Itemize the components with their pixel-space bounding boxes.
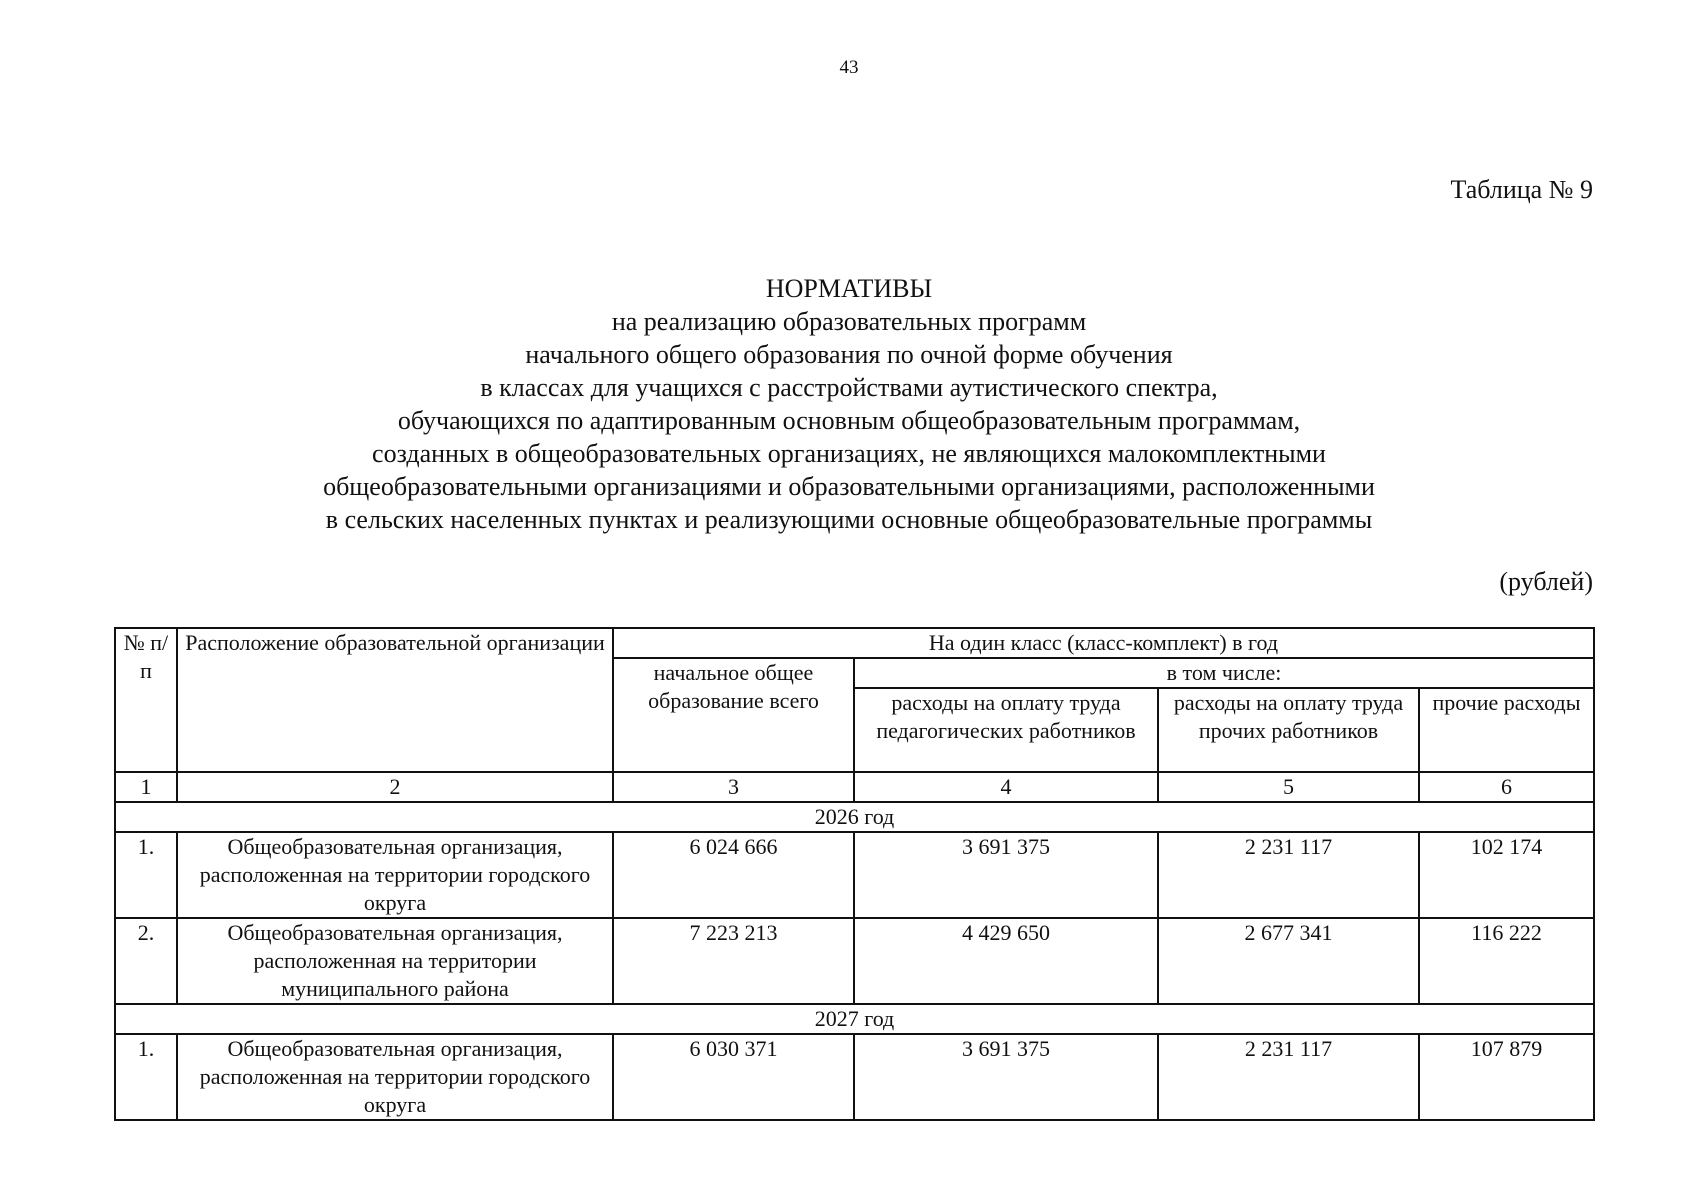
heading-line: в классах для учащихся с расстройствами аутистического спектра,	[480, 373, 1218, 402]
header-total: начальное общее образование всего	[613, 658, 854, 772]
column-number: 4	[854, 772, 1158, 802]
column-number: 1	[115, 772, 177, 802]
table-label: Таблица № 9	[1450, 175, 1593, 204]
header-other-salary: расходы на оплату труда прочих работников	[1158, 688, 1419, 772]
row-ped-salary: 3 691 375	[854, 832, 1158, 918]
row-total: 6 030 371	[613, 1034, 854, 1120]
table-row	[115, 832, 1594, 918]
header-ped-salary: расходы на оплату труда педагогических работников	[854, 688, 1158, 772]
heading-line: начального общего образования по очной форме обучения	[525, 340, 1173, 369]
heading-line: общеобразовательными организациями и образовательными организациями, расположенными	[323, 472, 1375, 501]
row-total: 7 223 213	[613, 918, 854, 1004]
row-location: Общеобразовательная организация, расположенная на территории муниципального района	[177, 918, 613, 1004]
page-number: 43	[839, 57, 859, 78]
header-other-expenses: прочие расходы	[1419, 688, 1594, 772]
column-number: 6	[1419, 772, 1594, 802]
heading-line: на реализацию образовательных программ	[611, 307, 1087, 336]
row-other-salary: 2 231 117	[1158, 832, 1419, 918]
heading-line: в сельских населенных пунктах и реализующими основные общеобразовательные программы	[325, 505, 1373, 534]
row-ped-salary: 3 691 375	[854, 1034, 1158, 1120]
row-location: Общеобразовательная организация, расположенная на территории городского округа	[177, 1034, 613, 1120]
heading-line: созданных в общеобразовательных организациях, не являющихся малокомплектными	[372, 439, 1326, 468]
table-header	[115, 628, 1594, 772]
row-other-expenses: 102 174	[1419, 832, 1594, 918]
section-2027	[115, 1004, 1594, 1120]
header-including-group: в том числе:	[854, 658, 1594, 688]
header-location: Расположение образовательной организации	[177, 628, 613, 772]
heading-line: обучающихся по адаптированным основным общеобразовательным программам,	[397, 406, 1301, 435]
table-row	[115, 918, 1594, 1004]
section-2026	[115, 802, 1594, 1004]
column-number: 5	[1158, 772, 1419, 802]
row-ped-salary: 4 429 650	[854, 918, 1158, 1004]
year-heading: 2026 год	[115, 802, 1594, 832]
row-number: 2.	[115, 918, 177, 1004]
column-number: 3	[613, 772, 854, 802]
row-other-expenses: 116 222	[1419, 918, 1594, 1004]
column-number: 2	[177, 772, 613, 802]
row-other-expenses: 107 879	[1419, 1034, 1594, 1120]
header-per-class-group: На один класс (класс-комплект) в год	[613, 628, 1594, 658]
year-heading: 2027 год	[115, 1004, 1594, 1034]
units-label: (рублей)	[1499, 567, 1593, 596]
row-total: 6 024 666	[613, 832, 854, 918]
norms-table	[114, 627, 1595, 1121]
column-numbers	[115, 772, 1594, 802]
table-row	[115, 1034, 1594, 1120]
row-number: 1.	[115, 1034, 177, 1120]
document-heading	[0, 272, 1698, 536]
row-other-salary: 2 677 341	[1158, 918, 1419, 1004]
heading-title: НОРМАТИВЫ	[765, 274, 933, 303]
row-number: 1.	[115, 832, 177, 918]
row-other-salary: 2 231 117	[1158, 1034, 1419, 1120]
row-location: Общеобразовательная организация, расположенная на территории городского округа	[177, 832, 613, 918]
header-number: № п/п	[115, 628, 177, 772]
